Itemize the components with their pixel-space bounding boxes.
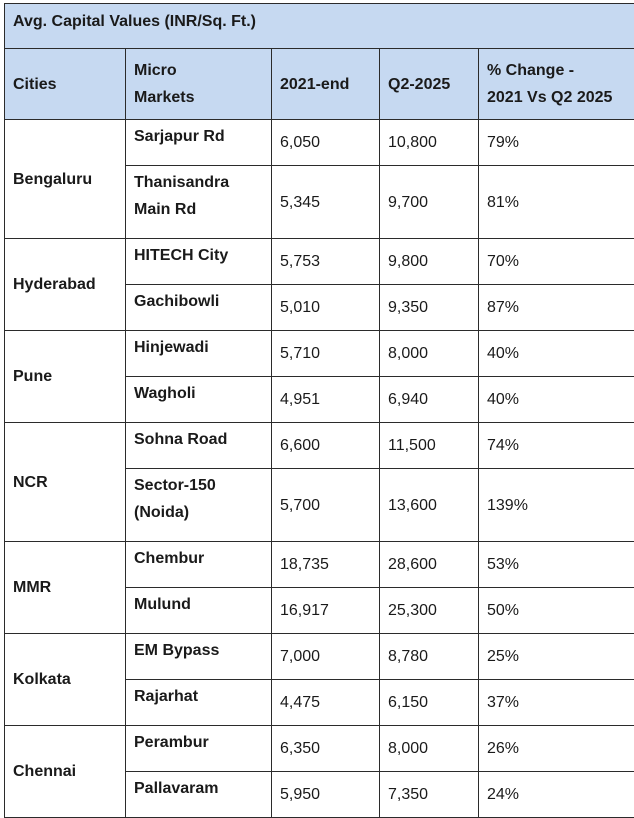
micro-market-cell: Hinjewadi	[126, 331, 272, 377]
header-micro-markets: Micro Markets	[126, 49, 272, 120]
table-row	[5, 331, 634, 377]
value-q2-2025-cell: 9,800	[380, 239, 479, 285]
pct-change-cell: 40%	[479, 377, 634, 423]
value-2021-cell: 5,010	[272, 285, 380, 331]
city-cell: NCR	[5, 423, 126, 542]
pct-change-cell: 79%	[479, 120, 634, 166]
value-2021-cell: 4,475	[272, 680, 380, 726]
header-cities: Cities	[5, 49, 126, 120]
pct-change-cell: 26%	[479, 726, 634, 772]
micro-market-cell: Rajarhat	[126, 680, 272, 726]
value-q2-2025-cell: 6,150	[380, 680, 479, 726]
micro-market-cell: Sohna Road	[126, 423, 272, 469]
pct-change-cell: 87%	[479, 285, 634, 331]
value-2021-cell: 6,050	[272, 120, 380, 166]
city-cell: Bengaluru	[5, 120, 126, 239]
value-2021-cell: 5,710	[272, 331, 380, 377]
pct-change-cell: 81%	[479, 166, 634, 239]
pct-change-cell: 50%	[479, 588, 634, 634]
value-q2-2025-cell: 10,800	[380, 120, 479, 166]
value-q2-2025-cell: 13,600	[380, 469, 479, 542]
pct-change-cell: 70%	[479, 239, 634, 285]
value-q2-2025-cell: 6,940	[380, 377, 479, 423]
header-2021-end: 2021-end	[272, 49, 380, 120]
city-cell: Hyderabad	[5, 239, 126, 331]
table-row	[5, 239, 634, 285]
header-row	[5, 49, 634, 120]
value-q2-2025-cell: 8,000	[380, 726, 479, 772]
micro-market-cell: Pallavaram	[126, 772, 272, 818]
title-row	[5, 4, 634, 49]
pct-change-cell: 37%	[479, 680, 634, 726]
value-q2-2025-cell: 8,000	[380, 331, 479, 377]
micro-market-cell: Sector-150 (Noida)	[126, 469, 272, 542]
value-q2-2025-cell: 8,780	[380, 634, 479, 680]
micro-market-cell: EM Bypass	[126, 634, 272, 680]
value-2021-cell: 7,000	[272, 634, 380, 680]
value-2021-cell: 5,345	[272, 166, 380, 239]
table-row	[5, 120, 634, 166]
city-cell: Kolkata	[5, 634, 126, 726]
value-2021-cell: 6,350	[272, 726, 380, 772]
table-row	[5, 542, 634, 588]
pct-change-cell: 24%	[479, 772, 634, 818]
table-row	[5, 423, 634, 469]
pct-change-cell: 53%	[479, 542, 634, 588]
pct-change-cell: 40%	[479, 331, 634, 377]
value-q2-2025-cell: 11,500	[380, 423, 479, 469]
micro-market-cell: HITECH City	[126, 239, 272, 285]
value-2021-cell: 5,700	[272, 469, 380, 542]
pct-change-cell: 74%	[479, 423, 634, 469]
table-row	[5, 634, 634, 680]
pct-change-cell: 139%	[479, 469, 634, 542]
micro-market-cell: Chembur	[126, 542, 272, 588]
header-q2-2025: Q2-2025	[380, 49, 479, 120]
table-title: Avg. Capital Values (INR/Sq. Ft.)	[5, 4, 634, 49]
value-q2-2025-cell: 25,300	[380, 588, 479, 634]
value-2021-cell: 4,951	[272, 377, 380, 423]
value-q2-2025-cell: 28,600	[380, 542, 479, 588]
micro-market-cell: Wagholi	[126, 377, 272, 423]
value-2021-cell: 5,950	[272, 772, 380, 818]
micro-market-cell: Gachibowli	[126, 285, 272, 331]
value-q2-2025-cell: 7,350	[380, 772, 479, 818]
value-2021-cell: 18,735	[272, 542, 380, 588]
city-cell: MMR	[5, 542, 126, 634]
city-cell: Chennai	[5, 726, 126, 818]
value-2021-cell: 5,753	[272, 239, 380, 285]
micro-market-cell: Thanisandra Main Rd	[126, 166, 272, 239]
value-q2-2025-cell: 9,700	[380, 166, 479, 239]
header-pct-change: % Change - 2021 Vs Q2 2025	[479, 49, 634, 120]
capital-values-table	[4, 3, 634, 818]
city-cell: Pune	[5, 331, 126, 423]
value-2021-cell: 6,600	[272, 423, 380, 469]
micro-market-cell: Sarjapur Rd	[126, 120, 272, 166]
table-row	[5, 726, 634, 772]
value-q2-2025-cell: 9,350	[380, 285, 479, 331]
value-2021-cell: 16,917	[272, 588, 380, 634]
micro-market-cell: Mulund	[126, 588, 272, 634]
pct-change-cell: 25%	[479, 634, 634, 680]
micro-market-cell: Perambur	[126, 726, 272, 772]
